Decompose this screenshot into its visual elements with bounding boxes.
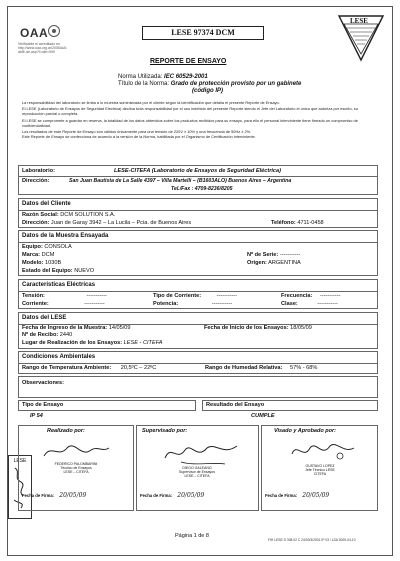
resultado-ensayo-value: CUMPLE xyxy=(251,413,275,419)
muestra-origen-label: Origen: xyxy=(247,260,267,266)
muestra-marca-row xyxy=(22,252,54,258)
signatures-section xyxy=(18,425,378,511)
electricas-clase-label: Clase: xyxy=(281,301,298,307)
cliente-direccion-value: Juan de Garay 3942 – La Lucila – Pcia. de Buenos Aires xyxy=(50,220,192,226)
laboratorio-name: LESE-CITEFA (Laboratorio de Ensayos de Seguridad Eléctrica) xyxy=(114,168,282,174)
signature-date-value: 20/05/09 xyxy=(302,492,330,499)
ambientales-section xyxy=(18,351,378,374)
cliente-razon-row xyxy=(22,212,115,218)
cliente-telefono-value: 4711-0458 xyxy=(297,220,324,226)
electricas-frecuencia-label: Frecuencia: xyxy=(281,293,313,299)
datos-lese-heading: Datos del LESE xyxy=(19,313,377,325)
signature-date-label: Fecha de Firma: xyxy=(140,493,173,498)
signature-stamp-1 xyxy=(27,462,125,475)
page-title: REPORTE DE ENSAYO xyxy=(150,58,227,65)
cliente-telefono-label: Teléfono: xyxy=(271,220,296,226)
signer-name: GUSTAVO LOPEZ xyxy=(305,464,335,468)
signature-date-row xyxy=(265,492,329,499)
ambientales-heading: Condiciones Ambientales xyxy=(19,352,377,364)
signer-org: LESE – CITEFA xyxy=(63,470,89,475)
muestra-modelo-row xyxy=(22,260,61,266)
lese-logo-text: LESE xyxy=(350,17,368,25)
muestra-origen-row xyxy=(247,260,301,266)
signer-role: Supervisor de Ensayos xyxy=(179,470,215,475)
muestra-estado-value: NUEVO xyxy=(74,268,95,274)
signature-head: Realizado por: xyxy=(47,428,85,434)
electricas-corriente-row xyxy=(22,301,105,307)
muestra-serie-row xyxy=(247,252,300,258)
signer-name: DIEGO GALEANO xyxy=(182,466,212,470)
lugar-label: Lugar de Realización de los Ensayos: xyxy=(22,340,123,346)
electricas-corriente-label: Corriente: xyxy=(22,301,49,307)
electricas-tension-row xyxy=(22,293,107,299)
temperatura-label: Rango de Temperatura Ambiente: xyxy=(22,365,112,371)
fecha-ingreso-value: 14/05/09 xyxy=(108,325,131,331)
humedad-row xyxy=(205,365,317,371)
electricas-clase-row xyxy=(281,301,338,307)
muestra-equipo-row xyxy=(22,244,72,250)
cliente-heading: Datos del Cliente xyxy=(19,199,377,211)
recibo-label: Nº de Recibo: xyxy=(22,332,59,338)
fecha-inicio-row xyxy=(204,325,312,331)
electricas-potencia-label: Potencia: xyxy=(153,301,179,307)
tipo-ensayo-heading: Tipo de Ensayo xyxy=(22,402,64,408)
signature-date-row xyxy=(140,492,204,499)
signature-head: Supervisado por: xyxy=(142,428,188,434)
cliente-section xyxy=(18,198,378,228)
norma-label: Norma Utilizada: xyxy=(118,74,163,80)
signer-role: Jefe Técnico LESE xyxy=(305,468,335,473)
page-number: Página 1 de 8 xyxy=(175,533,209,539)
document-reference-code: FIH LESE D 308.02 C 24/03/3/2001 IP 03 / LSA 3009-04-10 xyxy=(268,538,356,542)
recibo-value: 2440 xyxy=(59,332,73,338)
muestra-modelo-label: Modelo: xyxy=(22,260,44,266)
norma-value: IEC 60529-2001 xyxy=(164,74,208,80)
electricas-tipo-value: ----------- xyxy=(216,293,238,299)
tipo-ensayo-head-box xyxy=(18,400,196,411)
oaa-note-line: Verificable el acreditado en xyxy=(18,42,61,46)
resultado-ensayo-heading: Resultado del Ensayo xyxy=(206,402,265,408)
electricas-clase-value: ----------- xyxy=(317,301,338,307)
signature-stamp-3 xyxy=(270,464,370,477)
norma-title-value-2: (código IP) xyxy=(192,88,223,94)
signature-stamp-2 xyxy=(147,466,247,479)
signer-role: Técnico de Ensayos xyxy=(60,466,92,471)
cliente-razon-value: DCM SOLUTION S.A. xyxy=(60,212,116,218)
cliente-telefono-row xyxy=(271,220,324,226)
signer-org: LESE – CITEFA xyxy=(184,474,210,479)
signature-head: Visado y Aprobado por: xyxy=(274,428,336,434)
signature-date-value: 20/05/09 xyxy=(177,492,205,499)
muestra-estado-label: Estado del Equipo: xyxy=(22,268,73,274)
cliente-direccion-row xyxy=(22,220,191,226)
signature-box-2 xyxy=(136,425,259,511)
oaa-logo-text: OAA xyxy=(20,26,49,40)
disclaimer-paragraph: El LESE se compromete a guardar en reserva, la totalidad de los datos obtenidos sobre los productos recibidos para su ensayo, para ello el personal interviniente tiene firmado un compromiso de confidencialidad. xyxy=(22,117,358,128)
fecha-ingreso-label: Fecha de Ingreso de la Muestra: xyxy=(22,325,108,331)
fecha-inicio-label: Fecha de Inicio de los Ensayos: xyxy=(204,325,289,331)
laboratorio-direccion-label: Dirección: xyxy=(22,178,50,184)
cliente-razon-label: Razón Social: xyxy=(22,212,59,218)
signature-box-3 xyxy=(261,425,378,511)
muestra-equipo-label: Equipo: xyxy=(22,244,43,250)
electricas-frecuencia-value: ----------- xyxy=(319,293,341,299)
laboratorio-tel: Tel./Fax : 4709-8236/8205 xyxy=(171,186,233,192)
observaciones-label: Observaciones: xyxy=(22,380,64,386)
electricas-tipo-label: Tipo de Corriente: xyxy=(153,293,202,299)
tipo-ensayo-value: IP 54 xyxy=(30,413,43,419)
norma-title-row xyxy=(118,81,301,87)
observaciones-section xyxy=(18,376,378,398)
disclaimer-paragraph: Este Reporte de Ensayo se confecciona de acuerdo a la versión de la Norma, habilitada por el Organismo de Certificación interviniente. xyxy=(22,134,256,140)
oaa-verification-note xyxy=(18,42,80,55)
laboratorio-label: Laboratorio: xyxy=(22,168,55,174)
oaa-logo xyxy=(12,12,72,60)
signature-date-value: 20/05/09 xyxy=(59,492,87,499)
report-number-box: LESE 97374 DCM xyxy=(142,26,264,40)
signature-box-1 xyxy=(18,425,134,511)
muestra-origen-value: ARGENTINA xyxy=(268,260,301,266)
electricas-frecuencia-row xyxy=(281,293,340,299)
muestra-equipo-value: CONSOLA xyxy=(44,244,72,250)
electricas-potencia-value: ----------- xyxy=(211,301,233,307)
lugar-value: LESE - CITEFA xyxy=(123,340,163,346)
signature-date-row xyxy=(22,492,86,499)
resultado-ensayo-head-box xyxy=(202,400,378,411)
signature-date-label: Fecha de Firma: xyxy=(22,493,55,498)
electricas-tipo-row xyxy=(153,293,237,299)
handwritten-signature-2 xyxy=(161,440,241,466)
handwritten-signature-1 xyxy=(41,440,111,462)
electricas-tension-value: ----------- xyxy=(86,293,107,299)
lese-logo xyxy=(335,14,387,64)
norma-title-value: Grado de protección provisto por un gabinete xyxy=(170,81,302,87)
cliente-direccion-label: Dirección: xyxy=(22,220,50,226)
muestra-marca-label: Marca: xyxy=(22,252,41,258)
fecha-inicio-value: 18/05/09 xyxy=(290,325,312,331)
temperatura-value: 20,5ºC – 22ºC xyxy=(120,365,157,371)
muestra-modelo-value: 1030B xyxy=(45,260,62,266)
oaa-note-line: http://www.oaa.org.ar/2006/AAI xyxy=(18,46,67,51)
humedad-value: 57% - 68% xyxy=(289,365,318,371)
electricas-heading: Características Eléctricas xyxy=(19,280,377,292)
disclaimer-paragraphs xyxy=(22,100,376,139)
norma-title-label: Título de la Norma: xyxy=(118,81,170,87)
handwritten-signature-3 xyxy=(288,440,358,464)
fecha-ingreso-row xyxy=(22,325,131,331)
side-tab-text: LESE xyxy=(13,458,27,464)
muestra-serie-label: Nº de Serie: xyxy=(247,252,279,258)
muestra-serie-value: ----------- xyxy=(279,252,301,258)
muestra-heading: Datos de la Muestra Ensayada xyxy=(19,231,377,243)
humedad-label: Rango de Humedad Relativa: xyxy=(205,365,283,371)
ensayo-section xyxy=(18,400,378,422)
disclaimer-paragraph: El LESE (Laboratorio de Ensayos de Seguridad Eléctrica) declina toda responsabilidad por el uso indebido del presente Reporte siendo el Jefe del Laboratorio el único que autoriza por escrito, su reproducción parcial o completa. xyxy=(22,106,358,117)
electricas-section xyxy=(18,279,378,309)
electricas-tension-label: Tensión: xyxy=(22,293,45,299)
signer-org: CITEFA xyxy=(313,472,327,477)
disclaimer-paragraph: Los resultados de este Reporte de Ensayo son válidos únicamente para una tensión de 220V ± 10% y una frecuencia de 50Hz ± 2%. xyxy=(22,129,252,135)
electricas-corriente-value: ----------- xyxy=(84,301,105,307)
electricas-potencia-row xyxy=(153,301,232,307)
muestra-section xyxy=(18,230,378,276)
datos-lese-section xyxy=(18,312,378,349)
laboratorio-direccion-value: San Juan Bautista de La Salle 4397 – Villa Martelli – (B1603ALO) Buenos Aires – Argentina xyxy=(69,178,292,184)
laboratorio-section xyxy=(18,165,378,195)
signature-date-label: Fecha de Firma: xyxy=(265,493,298,498)
signer-name: FEDERICO PALOMBARINI xyxy=(54,462,98,466)
muestra-marca-value: DCM xyxy=(41,252,55,258)
temperatura-row xyxy=(22,365,156,371)
oaa-note-line: abiE-de.asp?f=oile=909 xyxy=(18,50,55,55)
recibo-row xyxy=(22,332,72,338)
muestra-estado-row xyxy=(22,268,94,274)
lugar-row xyxy=(22,340,162,346)
norma-row xyxy=(118,74,208,80)
disclaimer-paragraph: La responsabilidad del laboratorio se limita a lo muestra suministrada por el cliente según la identificación que detalla el presente Reporte de Ensayo. xyxy=(22,100,280,105)
oaa-emblem-icon xyxy=(47,24,61,38)
